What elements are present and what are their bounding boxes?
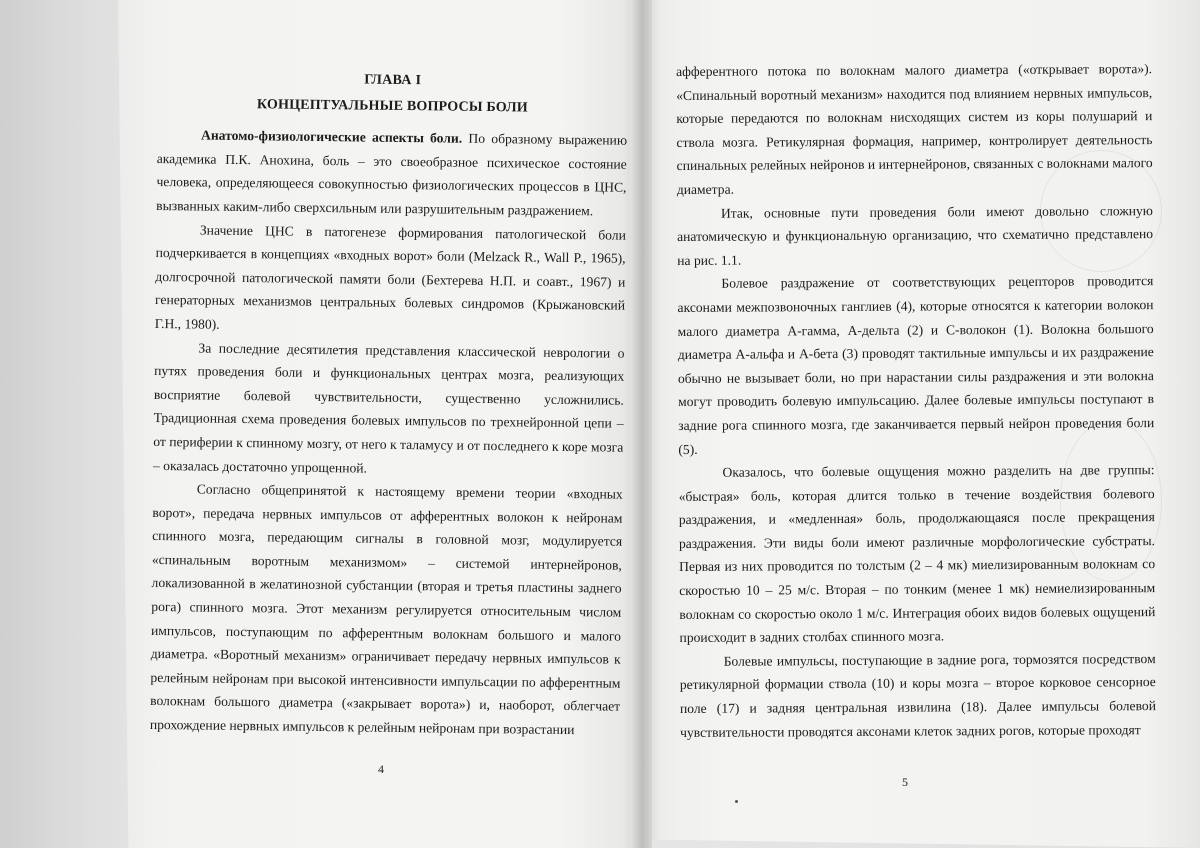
book-gutter	[630, 0, 652, 848]
section-lead: Анатомо-физиологические аспекты боли.	[200, 127, 463, 146]
paragraph: Согласно общепринятой к настоящему времени теории «входных ворот», передача нервных импульсов от афферентных волокон к нейронам спинного мозга, передающим сигналы в головной мозг, модулируется «спинальным воротным механизмом» – системой интернейронов, локализованной в желатинозной субстанции (вторая и третья пластины заднего рога) спинного мозга. Этот механизм регулируется относительным числом импульсов, поступающим по афферентным волокнам большого и малого диаметра. «Воротный механизм» ограничивает передачу нервных импульсов к релейным нейронам при высокой интенсивности импульсации по афферентным волокнам большого диаметра («закрывает ворота») и, наоборот, облегчает прохождение нервных импульсов к релейным нейронам при возрастании	[149, 481, 623, 738]
paragraph: Значение ЦНС в патогенезе формирования патологической боли подчеркивается в концепциях «входных ворот» боли (Melzack R., Wall P., 1965), долгосрочной патологической памяти боли (Бехтерева Н.П. и соавт., 1967) и генераторных механизмов центральных болевых синдромов (Крыжановский Г.Н., 1980).	[154, 222, 626, 332]
left-page-text	[150, 60, 628, 742]
paragraph: афферентного потока по волокнам малого диаметра («открывает ворота»). «Спинальный воротный механизм» находится под влиянием нервных импульсов, которые передаются по волокнам нисходящих систем из коры полушарий и ствола мозга. Ретикулярная формация, например, контролирует деятельность спинальных релейных нейронов и интернейронов, связанных с волокнами малого диаметра.	[676, 61, 1153, 197]
paragraph-text: По образному выражению академика П.К. Анохина, боль – это своеобразное психическое состояние человека, определяющееся совокупностью физиологических процессов в ЦНС, вызванных каким-либо сверхсильным или разрушительным раздражением.	[156, 130, 628, 219]
page-number: 5	[902, 775, 908, 789]
paragraph: Оказалось, что болевые ощущения можно разделить на две группы: «быстрая» боль, которая длится только в течение воздействия болевого раздражения, и «медленная» боль, продолжающаяся после прекращения раздражения. Эти виды боли имеют различные морфологические субстраты. Первая из них проводится по толстым (2 – 4 мк) миелизированным волокнам со скоростью 10 – 25 м/с. Вторая – по тонким (менее 1 мк) немиелизированным волокнам со скоростью около 1 м/с. Интеграция обоих видов болевых ощущений происходит в задних столбах спинного мозга.	[678, 462, 1156, 646]
paragraph: Итак, основные пути проведения боли имеют довольно сложную анатомическую и функциональную организацию, что схематично представлено на рис. 1.1.	[677, 202, 1154, 268]
paragraph	[156, 123, 627, 223]
right-page-text	[676, 57, 1156, 744]
chapter-title: КОНЦЕПТУАЛЬНЫЕ ВОПРОСЫ БОЛИ	[256, 96, 529, 116]
chapter-heading: ГЛАВА I	[364, 72, 422, 89]
paragraph: Болевые импульсы, поступающие в задние рога, тормозятся посредством ретикулярной формации ствола (10) и коры мозга – второе корковое сенсорное поле (17) и задняя центральная извилина (18). Далее импульсы болевой чувствительности проводятся аксонами клеток задних рогов, которые проходят	[679, 650, 1156, 740]
paragraph: Болевое раздражение от соответствующих рецепторов проводится аксонами межпозвоночных ганглиев (4), которые относятся к категории волокон малого диаметра А-гамма, А-дельта (2) и С-волокон (1). Волокна большого диаметра А-альфа и А-бета (3) проводят тактильные импульсы и их раздражение обычно не вызывает боли, но при нарастании силы раздражения и эти волокна могут проводить болевую импульсацию. Далее болевые импульсы поступают в задние рога спинного мозга, где заканчивается первый нейрон проведения боли (5).	[677, 273, 1155, 457]
paragraph: За последние десятилетия представления классической неврологии о путях проведения боли и функциональных центрах мозга, реализующих восприятие болевой чувствительности, существенно усложнились. Традиционная схема проведения болевых импульсов по трехнейронной цепи – от периферии к спинному мозгу, от него к таламусу и от последнего к коре мозга – оказалась достаточно упрощенной.	[152, 340, 625, 476]
page-number: 4	[378, 762, 384, 776]
scan-speck	[735, 800, 738, 803]
